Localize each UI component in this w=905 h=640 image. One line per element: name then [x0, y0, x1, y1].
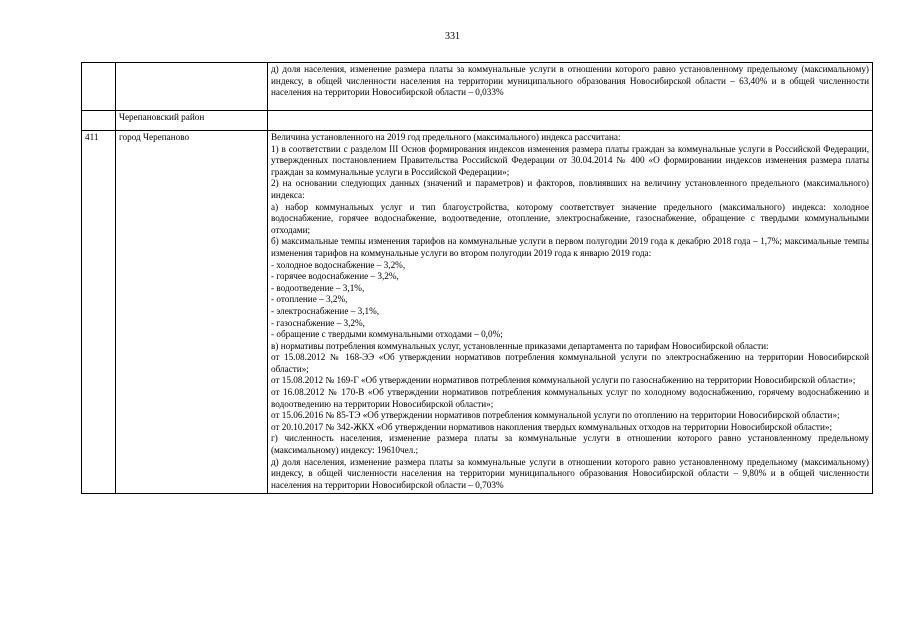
description-paragraph: в) нормативы потребления коммунальных услуг, установленные приказами департамента по тарифам Новосибирской области: [271, 340, 769, 351]
description-paragraph: д) доля населения, изменение размера платы за коммунальные услуги в отношении которого равно установленному предельному (максимальному) индексу, в общей численности населения на территории муниципального образования Новосибирской области – 63,40% и в общей численности населения на территории Новосибирской области – 0,033% [271, 64, 869, 98]
description-paragraph: а) набор коммунальных услуг и тип благоустройства, которому соответствует значение предельного (максимального) индекса: холодное водоснабжение, горячее водоснабжение, водоотведение, отопление, электроснабжение, газоснабжение, обращение с твердыми коммунальными отходами; [271, 201, 869, 235]
description-paragraph: - холодное водоснабжение – 3,2%, [271, 259, 406, 270]
description-paragraph: - горячее водоснабжение – 3,2%, [271, 271, 399, 282]
description-paragraph: 1) в соответствии с разделом III Основ формирования индексов изменения размера платы граждан за коммунальные услуги в Российской Федерации, утвержденных постановлением Правительства Российской Федерации от 30.04.2014 № 400 «О формировании индексов изменения размера платы граждан за коммунальные услуги в Российской Федерации»; [271, 143, 869, 177]
description-cell [268, 111, 873, 131]
description-cell [268, 63, 873, 111]
row-number-cell [82, 111, 116, 131]
description-paragraph: от 15.08.2012 № 169-Г «Об утверждении нормативов потребления коммунальной услуги по газоснабжению на территории Новосибирской области»; [271, 375, 856, 386]
description-paragraph: 2) на основании следующих данных (значений и параметров) и факторов, повлиявших на величину установленного предельного (максимального) индекса: [271, 178, 869, 200]
description-paragraph: д) доля населения, изменение размера платы за коммунальные услуги в отношении которого равно установленному предельному (максимальному) индексу, в общей численности населения на территории муниципального образования Новосибирской области – 9,80% и в общей численности населения на территории Новосибирской области – 0,703% [271, 456, 869, 490]
description-cell [268, 131, 873, 494]
description-paragraph: б) максимальные темпы изменения тарифов на коммунальные услуги в первом полугодии 2019 года к декабрю 2018 года – 1,7%; максимальные темпы изменения тарифов на коммунальные услуги во втором полугодии 2019 года к январю 2019 года: [271, 236, 869, 258]
description-paragraph: - газоснабжение – 3,2%, [271, 317, 365, 328]
description-paragraph: Величина установленного на 2019 год предельного (максимального) индекса рассчитана: [271, 132, 621, 142]
description-paragraph: - водоотведение – 3,1%, [271, 282, 365, 293]
description-paragraph: от 16.08.2012 № 170-В «Об утверждении нормативов потребления коммунальных услуг по холодному водоснабжению, горячему водоснабжению и водоотведению на территории Новосибирской области»; [271, 387, 869, 409]
description-paragraph: от 15.08.2012 № 168-ЭЭ «Об утверждении нормативов потребления коммунальной услуги по электроснабжению на территории Новосибирской области»; [271, 352, 869, 374]
municipality-name-cell: город Черепаново [116, 131, 268, 494]
description-paragraph: от 15.06.2016 № 85-ТЭ «Об утверждении нормативов потребления коммунальной услуги по отоплению на территории Новосибирской области»; [271, 410, 840, 421]
description-paragraph: - электроснабжение – 3,1%, [271, 305, 380, 316]
description-paragraph: - обращение с твердыми коммунальными отходами – 0,0%; [271, 329, 503, 340]
table-body [82, 63, 873, 494]
row-number-cell: 411 [82, 131, 116, 494]
table-row [82, 63, 873, 111]
municipality-name-cell [116, 63, 268, 111]
description-paragraph: - отопление – 3,2%, [271, 294, 348, 305]
row-number-cell [82, 63, 116, 111]
index-table [81, 62, 873, 494]
description-paragraph: г) численность населения, изменение размера платы за коммунальные услуги в отношении которого равно установленному предельному (максимальному) индексу: 19610чел.; [271, 433, 869, 456]
description-paragraph: от 20.10.2017 № 342-ЖКХ «Об утверждении нормативов накопления твердых коммунальных отходов на территории Новосибирской области»; [271, 421, 833, 432]
page-number: 331 [445, 31, 460, 42]
table-row [82, 131, 873, 494]
table-row [82, 111, 873, 131]
municipality-name-cell: Черепановский район [116, 111, 268, 131]
